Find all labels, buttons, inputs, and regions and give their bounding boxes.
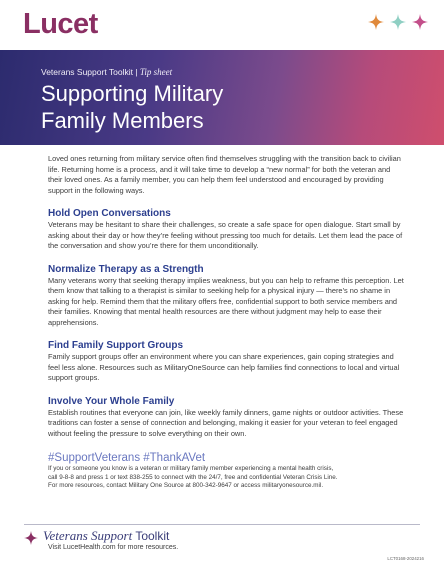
footer-title-italic: Veterans Support bbox=[43, 528, 133, 543]
intro-paragraph: Loved ones returning from military service often find themselves struggling with the transition back to civilian life. Returning home is a process, and it will take time to develop a “new normal” for both the veteran and their loved ones. As a family member, you can help them feel understood and encouraged by providing support in the following ways. bbox=[48, 154, 401, 195]
orange-star-icon bbox=[368, 14, 384, 30]
crisis-line-3: For more resources, contact Military One Source at 800-342-9647 or access militaryonesource.mil. bbox=[48, 482, 324, 490]
crisis-line-1: If you or someone you know is a veteran or military family member experiencing a mental health crisis, bbox=[48, 465, 334, 472]
footer-toolkit-title bbox=[43, 528, 169, 544]
footer-title-plain: Toolkit bbox=[132, 529, 170, 543]
footer-visit-link: Visit LucetHealth.com for more resources. bbox=[48, 544, 179, 551]
title-banner bbox=[0, 50, 444, 145]
kicker-toolkit: Veterans Support Toolkit | bbox=[41, 67, 140, 77]
crisis-line-2: call 9-8-8 and press 1 or text 838-255 to connect with the 24/7, free and confidential Veteran Crisis Line. bbox=[48, 473, 338, 481]
kicker-tip-sheet: Tip sheet bbox=[139, 67, 173, 77]
section-body-whole-family: Establish routines that everyone can join, like weekly family dinners, game nights or outdoor activities. These traditions can foster a sense of connection and belonging, making it easier for your veteran to feel engaged without feeling the pressure to solve everything on their own. bbox=[48, 407, 404, 438]
section-heading-whole-family: Involve Your Whole Family bbox=[48, 395, 175, 407]
section-heading-therapy: Normalize Therapy as a Strength bbox=[48, 263, 204, 275]
brand-stars bbox=[368, 14, 428, 30]
page-title-line-1: Supporting Military bbox=[41, 81, 224, 106]
page-title-line-2: Family Members bbox=[41, 108, 204, 133]
section-heading-support-groups: Find Family Support Groups bbox=[48, 340, 183, 351]
document-code: LCT0168-2024216 bbox=[387, 556, 424, 561]
hashtags: #SupportVeterans #ThankAVet bbox=[48, 452, 206, 464]
section-body-therapy: Many veterans worry that seeking therapy implies weakness, but you can help to reframe this perception. Let them know that talking to a therapist is similar to seeking help for a physical injury — there’s no shame in asking for help. Remind them that the military offers free, confidential support to both service members and their families. Knowing that mental health resources are there without judgment may help to ease their apprehensions. bbox=[48, 275, 404, 327]
section-body-conversations: Veterans may be hesitant to share their challenges, so create a safe space for open dialogue. Start small by asking about their day or how they’re feeling without pressing too much for details. Let them lead the pace of the conversation and show you’re there for them unconditionally. bbox=[48, 220, 403, 250]
lucet-logo: Lucet bbox=[23, 8, 98, 40]
magenta-star-icon bbox=[412, 14, 428, 30]
section-body-support-groups: Family support groups offer an environment where you can share experiences, gain coping strategies and feel less alone. Resources such as MilitaryOneSource can help families find connections to local and virtual support groups. bbox=[48, 352, 400, 382]
main-content bbox=[48, 154, 404, 491]
banner-kicker bbox=[41, 67, 172, 77]
footer-divider bbox=[24, 524, 420, 525]
teal-star-icon bbox=[390, 14, 406, 30]
section-heading-conversations: Hold Open Conversations bbox=[48, 208, 171, 219]
header bbox=[0, 0, 444, 50]
magenta-star-icon bbox=[24, 531, 38, 545]
